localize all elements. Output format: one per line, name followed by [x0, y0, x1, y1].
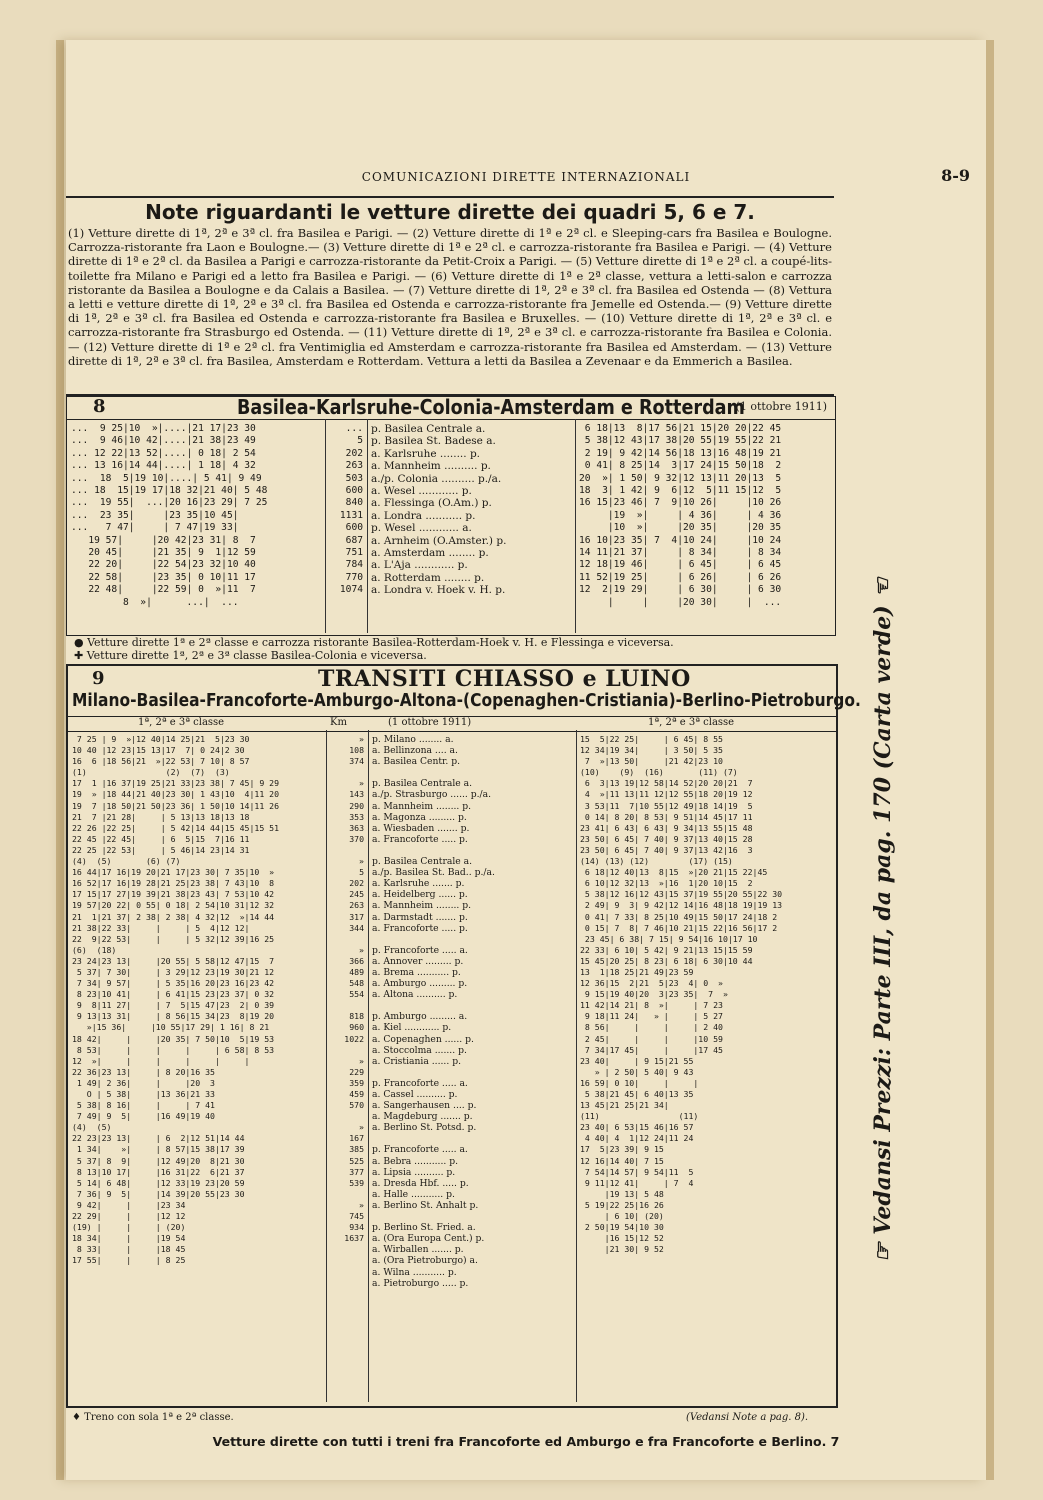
notes-text: (1) Vetture dirette di 1ª, 2ª e 3ª cl. fra Basilea e Parigi. — (2) Vetture dirette di 1ª e 2ª cl. e Sleeping-cars fra Basilea e Boulogne. Carrozza-ristorante fra Laon e Boulogne.— (3) Vetture dirette di 1ª e 2ª cl. e carrozza-ristorante fra Basilea e Parigi. — (4) Vetture dirette di 1ª e 2ª cl. da Basilea a Parigi e carrozza-ristorante da Petit-Croix a Parigi. — (5) Vetture dirette di 1ª e 2ª cl. a coupé-lits-toilette fra Milano e Parigi ed a letto fra Basilea e Parigi. — (6) Vetture dirette di 1ª e 2ª classe, vettura a letti-salon e carrozza ristorante da Basilea a Boulogne e da Calais a Basilea. — (7) Vetture dirette di 1ª, 2ª e 3ª cl. fra Basilea ed Ostenda — (8) Vettura a letti e vetture dirette di 1ª, 2ª e 3ª cl. fra Basilea ed Ostenda e carrozza-ristorante fra Jemelle ed Ostenda.— (9) Vetture dirette di 1ª, 2ª e 3ª cl. fra Basilea ed Ostenda e carrozza-ristorante fra Basilea e Bruxelles. — (10) Vetture dirette di 1ª, 2ª e 3ª cl. e carrozza-ristorante fra Strasburgo ed Ostenda. — (11) Vetture dirette di 1ª, 2ª e 3ª cl. e carrozza-ristorante fra Basilea e Colonia. — (12) Vetture dirette di 1ª e 2ª cl. fra Ventimiglia ed Amsterdam e carrozza-ristorante fra Basilea ed Amsterdam. — (13) Vetture dirette di 1ª, 2ª e 3ª cl. fra Basilea, Amsterdam e Rotterdam. Vettura a letti da Basilea a Zevenaar e da Emmerich a Basilea. — [68, 226, 832, 368]
section-9-stations: p. Milano ........ a. a. Bellinzona .... a. a. Basilea Centr. p. p. Basilea Centrale a. a./p. Strasburgo ...... p./a. a. Mannheim ........ p. a. Magonza ......... p. a. Wiesbaden ....... p. a. Francoforte ..... p. p. Basilea Centrale a. a./p. Basilea St. Bad.. p./a. a. Karlsruhe ....... p. a. Heidelberg ...... p. a. Mannheim ........ p. a. Darmstadt ....... p. a. Francoforte ..... p. p. Francoforte ..... a. a. Annover ......... p. a. Brema ........... p. a. Amburgo ......... p. a. Altona .......... p. p. Amburgo ......... a. a. Kiel ............ p. a. Copenaghen ...... p. a. Stoccolma ....... p. a. Cristiania ...... p. p. Francoforte ..... a. a. Cassel .......... p. a. Sangerhausen .... p. a. Magdeburg ....... p. a. Berlino St. Potsd. p. p. Francoforte ..... a. a. Bebra ........... p. a. Lipsia .......... p. a. Dresda Hbf. ..... p. a. Halle ........... p. a. Berlino St. Anhalt p. p. Berlino St. Fried. a. a. (Ora Europa Cent.) p. a. Wirballen ....... p. a. (Ora Pietroburgo) a. a. Wilna ........... p. a. Pietroburgo ..... p. — [372, 734, 495, 1289]
section-8-left-times: ... 9 25|10 »|....|21 17|23 30 ... 9 46|10 42|....|21 38|23 49 ... 12 22|13 52|....| 0 18| 2 54 ... 13 16|14 44|....| 1 18| 4 32 ... 18 5|19 10|....| 5 41| 9 49 ... 18 15|19 17|18 32|21 40| 5 48 ... 19 55| ...|20 16|23 29| 7 25 ... 23 35| |23 35|10 45| ... 7 47| | 7 47|19 33| 19 57| |20 42|23 31| 8 7 20 45| |21 35| 9 1|12 59 22 20| |22 54|23 32|10 40 22 58| |23 35| 0 10|11 17 22 48| |22 59| 0 »|11 7 8 »| ...| ... — [71, 423, 268, 608]
divider — [326, 730, 327, 1402]
divider — [575, 419, 576, 633]
running-head: COMUNICAZIONI DIRETTE INTERNAZIONALI — [361, 170, 691, 184]
notes-box — [66, 196, 834, 396]
class-label-right: 1ª, 2ª e 3ª classe — [648, 717, 735, 728]
timetable-page — [66, 40, 986, 1480]
section-8-title: Basilea-Karlsruhe-Colonia-Amsterdam e Rotterdam — [237, 395, 745, 419]
section-8-date: (1 ottobre 1911) — [735, 400, 827, 413]
section-8-km: ... 5 202 263 503 600 840 1131 600 687 751 784 770 1074 — [339, 423, 363, 596]
footnote-dot: ● Vetture dirette 1ª e 2ª classe e carrozza ristorante Basilea-Rotterdam-Hoek v. H. e Flessinga e viceversa. — [74, 636, 674, 649]
section-9-number: 9 — [92, 668, 105, 689]
page-number: 8-9 — [941, 166, 970, 185]
page-edge-left — [56, 40, 64, 1480]
divider — [325, 419, 326, 633]
section-8-number: 8 — [93, 396, 106, 417]
section-9-title: TRANSITI CHIASSO e LUINO — [318, 666, 691, 692]
page-footer: Vetture dirette con tutti i treni fra Francoforte ed Amburgo e fra Francoforte e Berlino. 7 — [212, 1434, 840, 1449]
section-9-right-times: 15 5|22 25| | 6 45| 8 55 12 34|19 34| | 3 50| 5 35 7 »|13 50| |21 42|23 10 (10) (9) (16) (11) (7) 6 3|13 19|12 58|14 52|20 20|21 7 4 »|11 13|11 12|12 55|18 20|19 12 3 53|11 7|10 55|12 49|18 14|19 5 0 14| 8 20| 8 53| 9 51|14 45|17 11 23 41| 6 43| 6 43| 9 34|13 55|15 48 23 50| 6 45| 7 40| 9 37|13 40|15 28 23 50| 6 45| 7 40| 9 37|13 42|16 3 (14) (13) (12) (17) (15) 6 18|12 40|13 8|15 »|20 21|15 22|45 6 10|12 32|13 »|16 1|20 10|15 2 5 38|12 16|12 43|15 37|19 55|20 55|22 30 2 49| 9 3| 9 42|12 14|16 48|18 19|19 13 0 41| 7 33| 8 25|10 49|15 50|17 24|18 2 0 15| 7 8| 7 46|10 21|15 22|16 56|17 2 23 45| 6 38| 7 15| 9 54|16 10|17 10 22 33| 6 10| 5 42| 9 21|13 15|15 59 15 45|20 25| 8 23| 6 18| 6 30|10 44 13 1|18 25|21 49|23 59 12 36|15 2|21 5|23 4| 0 » 9 15|19 40|20 3|23 35| 7 » 11 42|14 21| 8 »| | 7 23 9 18|11 24| » | | 5 27 8 56| | | | 2 40 2 45| | | |10 59 7 34|17 45| | |17 45 23 40| | 9 15|21 55 » | 2 50| 5 40| 9 43 16 59| 0 10| | | 5 38|21 45| 6 40|13 35 13 45|21 25|21 34| (11) (11) 23 40| 6 53|15 46|16 57 4 40| 4 1|12 24|11 24 17 5|23 39| 9 15 12 16|14 40| 7 15 7 54|14 57| 9 54|11 5 9 11|12 41| | 7 4 |19 13| 5 48 5 19|22 25|16 26 | 6 10| (20) 2 50|19 54|10 30 |16 15|12 52 |21 30| 9 52 — [580, 734, 783, 1255]
section-9-date: (1 ottobre 1911) — [388, 717, 472, 728]
section-9-note-ref: (Vedansi Note a pag. 8). — [686, 1412, 809, 1423]
section-8-stations: p. Basilea Centrale a. p. Basilea St. Badese a. a. Karlsruhe ........ p. a. Mannheim .......... p. a./p. Colonia .......... p./a. a. Wesel ............ p. a. Flessinga (O.Am.) p. a. Londra ........... p. p. Wesel ............ a. a. Arnheim (O.Amster.) p. a. Amsterdam ........ p. a. L'Aja ............ p. a. Rotterdam ........ p. a. Londra v. Hoek v. H. p. — [371, 423, 507, 597]
section-9-footnote: ♦ Treno con sola 1ª e 2ª classe. — [72, 1412, 234, 1423]
sidebar-price-note — [846, 420, 896, 1420]
sidebar-text: ☞ Vedansi Prezzi: Parte III, da pag. 170 (Carta verde) ☜ — [870, 577, 896, 1263]
section-9-km: » 108 374 » 143 290 353 363 370 » 5 202 245 263 317 344 » 366 489 548 554 818 960 1022 » 229 359 459 570 » 167 385 525 377 539 » 745 934 1637 — [344, 734, 364, 1244]
divider — [367, 419, 368, 633]
section-8-header — [67, 397, 835, 420]
km-label: Km — [330, 717, 347, 728]
section-9-left-times: 7 25 | 9 »|12 40|14 25|21 5|23 30 10 40 |12 23|15 13|17 7| 0 24|2 30 16 6 |18 56|21 »|22 53| 7 10| 8 57 (1) (2) (7) (3) 17 1 |16 37|19 25|21 33|23 38| 7 45| 9 29 19 » |18 44|21 40|23 30| 1 43|10 4|11 20 19 7 |18 50|21 50|23 36| 1 50|10 14|11 26 21 7 |21 28| | 5 13|13 18|13 18 22 26 |22 25| | 5 42|14 44|15 45|15 51 22 45 |22 45| | 6 5|15 7|16 11 22 25 |22 53| | 5 46|14 23|14 31 (4) (5) (6) (7) 16 44|17 16|19 20|21 17|23 30| 7 35|10 » 16 52|17 16|19 28|21 25|23 38| 7 43|10 8 17 15|17 27|19 39|21 38|23 43| 7 53|10 42 19 57|20 22| 0 55| 0 18| 2 54|10 31|12 32 21 1|21 37| 2 38| 2 38| 4 32|12 »|14 44 21 38|22 33| | | 5 4|12 12| 22 9|22 53| | | 5 32|12 39|16 25 (6) (18) 23 24|23 13| |20 55| 5 58|12 47|15 7 5 37| 7 30| | 3 29|12 23|19 30|21 12 7 34| 9 57| | 5 35|16 20|23 16|23 42 8 23|10 41| | 6 41|15 23|23 37| 0 32 9 8|11 27| | 7 5|15 47|23 2| 0 39 9 13|13 31| | 8 56|15 34|23 8|19 20 »|15 36| |10 55|17 29| 1 16| 8 21 18 42| | |20 35| 7 50|10 5|19 53 8 53| | | | | 6 58| 8 53 12 »| | | | | | 22 36|23 13| | 8 20|16 35 1 49| 2 36| | |20 3 O | 5 38| |13 36|21 33 5 38| 8 16| | | 7 41 7 49| 9 5| |16 49|19 40 (4) (5) 22 23|23 13| | 6 2|12 51|14 44 1 34| »| | 8 57|15 38|17 39 5 37| 8 9| |12 49|20 8|21 30 8 13|10 17| |16 31|22 6|21 37 5 14| 6 48| |12 33|19 23|20 59 7 36| 9 5| |14 39|20 55|23 30 9 42| | |23 34 22 29| | |12 12 (19) | | | (20) 18 34| | |19 54 8 33| | |18 45 17 55| | | 8 25 — [72, 734, 280, 1266]
divider — [368, 730, 369, 1402]
section-8-right-times: 6 18|13 8|17 56|21 15|20 20|22 45 5 38|12 43|17 38|20 55|19 55|22 21 2 19| 9 42|14 56|18 13|16 48|19 21 0 41| 8 25|14 3|17 24|15 50|18 2 20 »| 1 50| 9 32|12 13|11 20|13 5 18 3| 1 42| 9 6|12 5|11 15|12 5 16 15|23 46| 7 9|10 26| |10 26 |19 »| | 4 36| | 4 36 |10 »| |20 35| |20 35 16 10|23 35| 7 4|10 24| |10 24 14 11|21 37| | 8 34| | 8 34 12 18|19 46| | 6 45| | 6 45 11 52|19 25| | 6 26| | 6 26 12 2|19 29| | 6 30| | 6 30 | | |20 30| | ... — [579, 423, 782, 608]
notes-title: Note riguardanti le vetture dirette dei quadri 5, 6 e 7. — [145, 200, 755, 224]
class-label-left: 1ª, 2ª e 3ª classe — [138, 717, 225, 728]
footnote-cross: ✚ Vetture dirette 1ª, 2ª e 3ª classe Basilea-Colonia e viceversa. — [74, 649, 427, 662]
section-9-table — [66, 664, 861, 1408]
section-8-footnotes — [74, 636, 834, 662]
section-8-table — [66, 396, 836, 636]
page-edge-right — [986, 40, 994, 1480]
divider — [576, 730, 577, 1402]
section-9-class-row — [68, 716, 836, 732]
section-9-subtitle: Milano-Basilea-Francoforte-Amburgo-Altona-(Copenaghen-Cristiania)-Berlino-Pietroburgo. — [72, 690, 861, 711]
